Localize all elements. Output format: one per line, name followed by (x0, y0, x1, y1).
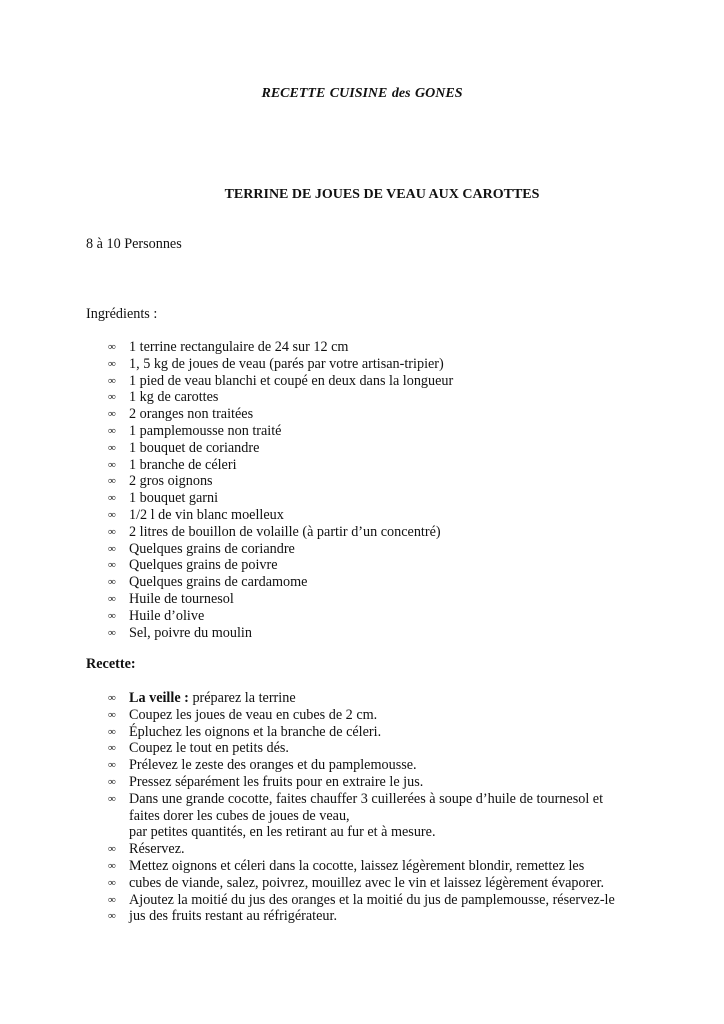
step-text (129, 690, 629, 707)
infinity-bullet-icon: ∞ (108, 876, 116, 889)
list-item (108, 356, 453, 373)
ingredient-text: 1 pamplemousse non traité (129, 422, 282, 439)
step-text: Pressez séparément les fruits pour en extraire le jus. (129, 773, 424, 790)
list-item (108, 791, 629, 825)
infinity-bullet-icon: ∞ (108, 341, 116, 353)
steps-list (108, 690, 629, 925)
infinity-bullet-icon: ∞ (108, 458, 116, 471)
list-item (108, 557, 453, 574)
infinity-bullet-icon: ∞ (108, 576, 116, 589)
list-item (108, 406, 453, 423)
step-text: Réservez. (129, 841, 185, 858)
ingredient-text: Huile d’olive (129, 607, 205, 624)
ingredient-text: 1 bouquet de coriandre (129, 439, 260, 456)
infinity-bullet-icon: ∞ (108, 859, 116, 872)
step-text: Mettez oignons et céleri dans la cocotte, laissez légèrement blondir, remettez les (129, 857, 585, 874)
infinity-bullet-icon: ∞ (108, 893, 116, 906)
step-text: Coupez le tout en petits dés. (129, 740, 289, 757)
recette-heading: Recette: (86, 656, 136, 672)
list-item (108, 858, 629, 875)
infinity-bullet-icon: ∞ (108, 708, 116, 721)
infinity-bullet-icon: ∞ (108, 391, 116, 404)
infinity-bullet-icon: ∞ (108, 441, 116, 454)
ingredient-text: Quelques grains de coriandre (129, 540, 295, 557)
infinity-bullet-icon: ∞ (108, 910, 116, 923)
servings: 8 à 10 Personnes (86, 236, 182, 252)
list-item (108, 892, 629, 909)
step-text: jus des fruits restant au réfrigérateur. (129, 908, 338, 925)
header-title: RECETTE CUISINE des GONES (261, 86, 463, 101)
ingredient-text: 1 branche de céleri (129, 456, 237, 473)
infinity-bullet-icon: ∞ (108, 525, 116, 538)
list-item (108, 824, 629, 841)
ingredient-text: Quelques grains de poivre (129, 557, 278, 574)
list-item (108, 757, 629, 774)
list-item (108, 875, 629, 892)
list-item (108, 841, 629, 858)
infinity-bullet-icon: ∞ (108, 508, 116, 521)
infinity-bullet-icon: ∞ (108, 408, 116, 421)
list-item (108, 490, 453, 507)
step-text: Coupez les joues de veau en cubes de 2 cm. (129, 706, 378, 723)
step-continuation: par petites quantités, en les retirant au fur et à mesure. (129, 824, 436, 841)
infinity-bullet-icon: ∞ (108, 742, 116, 755)
list-item (108, 908, 629, 925)
ingredient-text: 1 terrine rectangulaire de 24 sur 12 cm (129, 339, 349, 355)
ingredient-text: 2 oranges non traitées (129, 406, 254, 423)
ingredient-text: 1, 5 kg de joues de veau (parés par votre artisan-tripier) (129, 355, 444, 372)
step-text-rest: préparez la terrine (188, 690, 296, 706)
ingredient-text: 1 bouquet garni (129, 490, 219, 507)
list-item (108, 690, 629, 707)
infinity-bullet-icon: ∞ (108, 559, 116, 572)
step-text: cubes de viande, salez, poivrez, mouillez avec le vin et laissez légèrement évaporer. (129, 874, 605, 891)
infinity-bullet-icon: ∞ (108, 542, 116, 555)
list-item (108, 724, 629, 741)
ingredient-text: Huile de tournesol (129, 590, 234, 607)
step-text: Prélevez le zeste des oranges et du pamplemousse. (129, 757, 417, 774)
recipe-title: TERRINE DE JOUES DE VEAU AUX CAROTTES (224, 187, 540, 202)
ingredient-text: 1 pied de veau blanchi et coupé en deux dans la longueur (129, 372, 454, 389)
step-text: Ajoutez la moitié du jus des oranges et la moitié du jus de pamplemousse, réservez-le (129, 891, 615, 908)
list-item (108, 524, 453, 541)
infinity-bullet-icon: ∞ (108, 843, 116, 856)
ingredient-text: 2 litres de bouillon de volaille (à partir d’un concentré) (129, 523, 441, 540)
ingredient-text: 1 kg de carottes (129, 389, 219, 406)
list-item (108, 740, 629, 757)
ingredient-text: Sel, poivre du moulin (129, 624, 252, 641)
ingredient-text: Quelques grains de cardamome (129, 574, 308, 591)
list-item (108, 625, 453, 642)
step-emphasis: La veille : (129, 690, 189, 706)
list-item (108, 389, 453, 406)
list-item (108, 608, 453, 625)
infinity-bullet-icon: ∞ (108, 609, 116, 622)
infinity-bullet-icon: ∞ (108, 374, 116, 387)
ingredient-text: 1/2 l de vin blanc moelleux (129, 506, 284, 523)
infinity-bullet-icon: ∞ (108, 492, 116, 505)
infinity-bullet-icon: ∞ (108, 357, 116, 370)
list-item (108, 440, 453, 457)
list-item (108, 423, 453, 440)
step-text: Épluchez les oignons et la branche de céleri. (129, 723, 382, 740)
list-item (108, 591, 453, 608)
list-item (108, 339, 453, 356)
infinity-bullet-icon: ∞ (108, 759, 116, 772)
step-text: Dans une grande cocotte, faites chauffer 3 cuillerées à soupe d’huile de tournesol et faites dorer les cubes de joues de veau, (129, 790, 604, 824)
infinity-bullet-icon: ∞ (108, 725, 116, 738)
list-item (108, 574, 453, 591)
ingredients-heading: Ingrédients : (86, 306, 158, 322)
ingredients-list (108, 339, 453, 641)
list-item (108, 707, 629, 724)
infinity-bullet-icon: ∞ (108, 792, 116, 805)
ingredient-text: 2 gros oignons (129, 473, 213, 490)
list-item (108, 507, 453, 524)
infinity-bullet-icon: ∞ (108, 475, 116, 488)
infinity-bullet-icon: ∞ (108, 692, 116, 704)
list-item (108, 457, 453, 474)
infinity-bullet-icon: ∞ (108, 626, 116, 639)
infinity-bullet-icon: ∞ (108, 592, 116, 605)
infinity-bullet-icon: ∞ (108, 775, 116, 788)
list-item (108, 373, 453, 390)
list-item (108, 774, 629, 791)
list-item (108, 541, 453, 558)
list-item (108, 473, 453, 490)
infinity-bullet-icon: ∞ (108, 424, 116, 437)
